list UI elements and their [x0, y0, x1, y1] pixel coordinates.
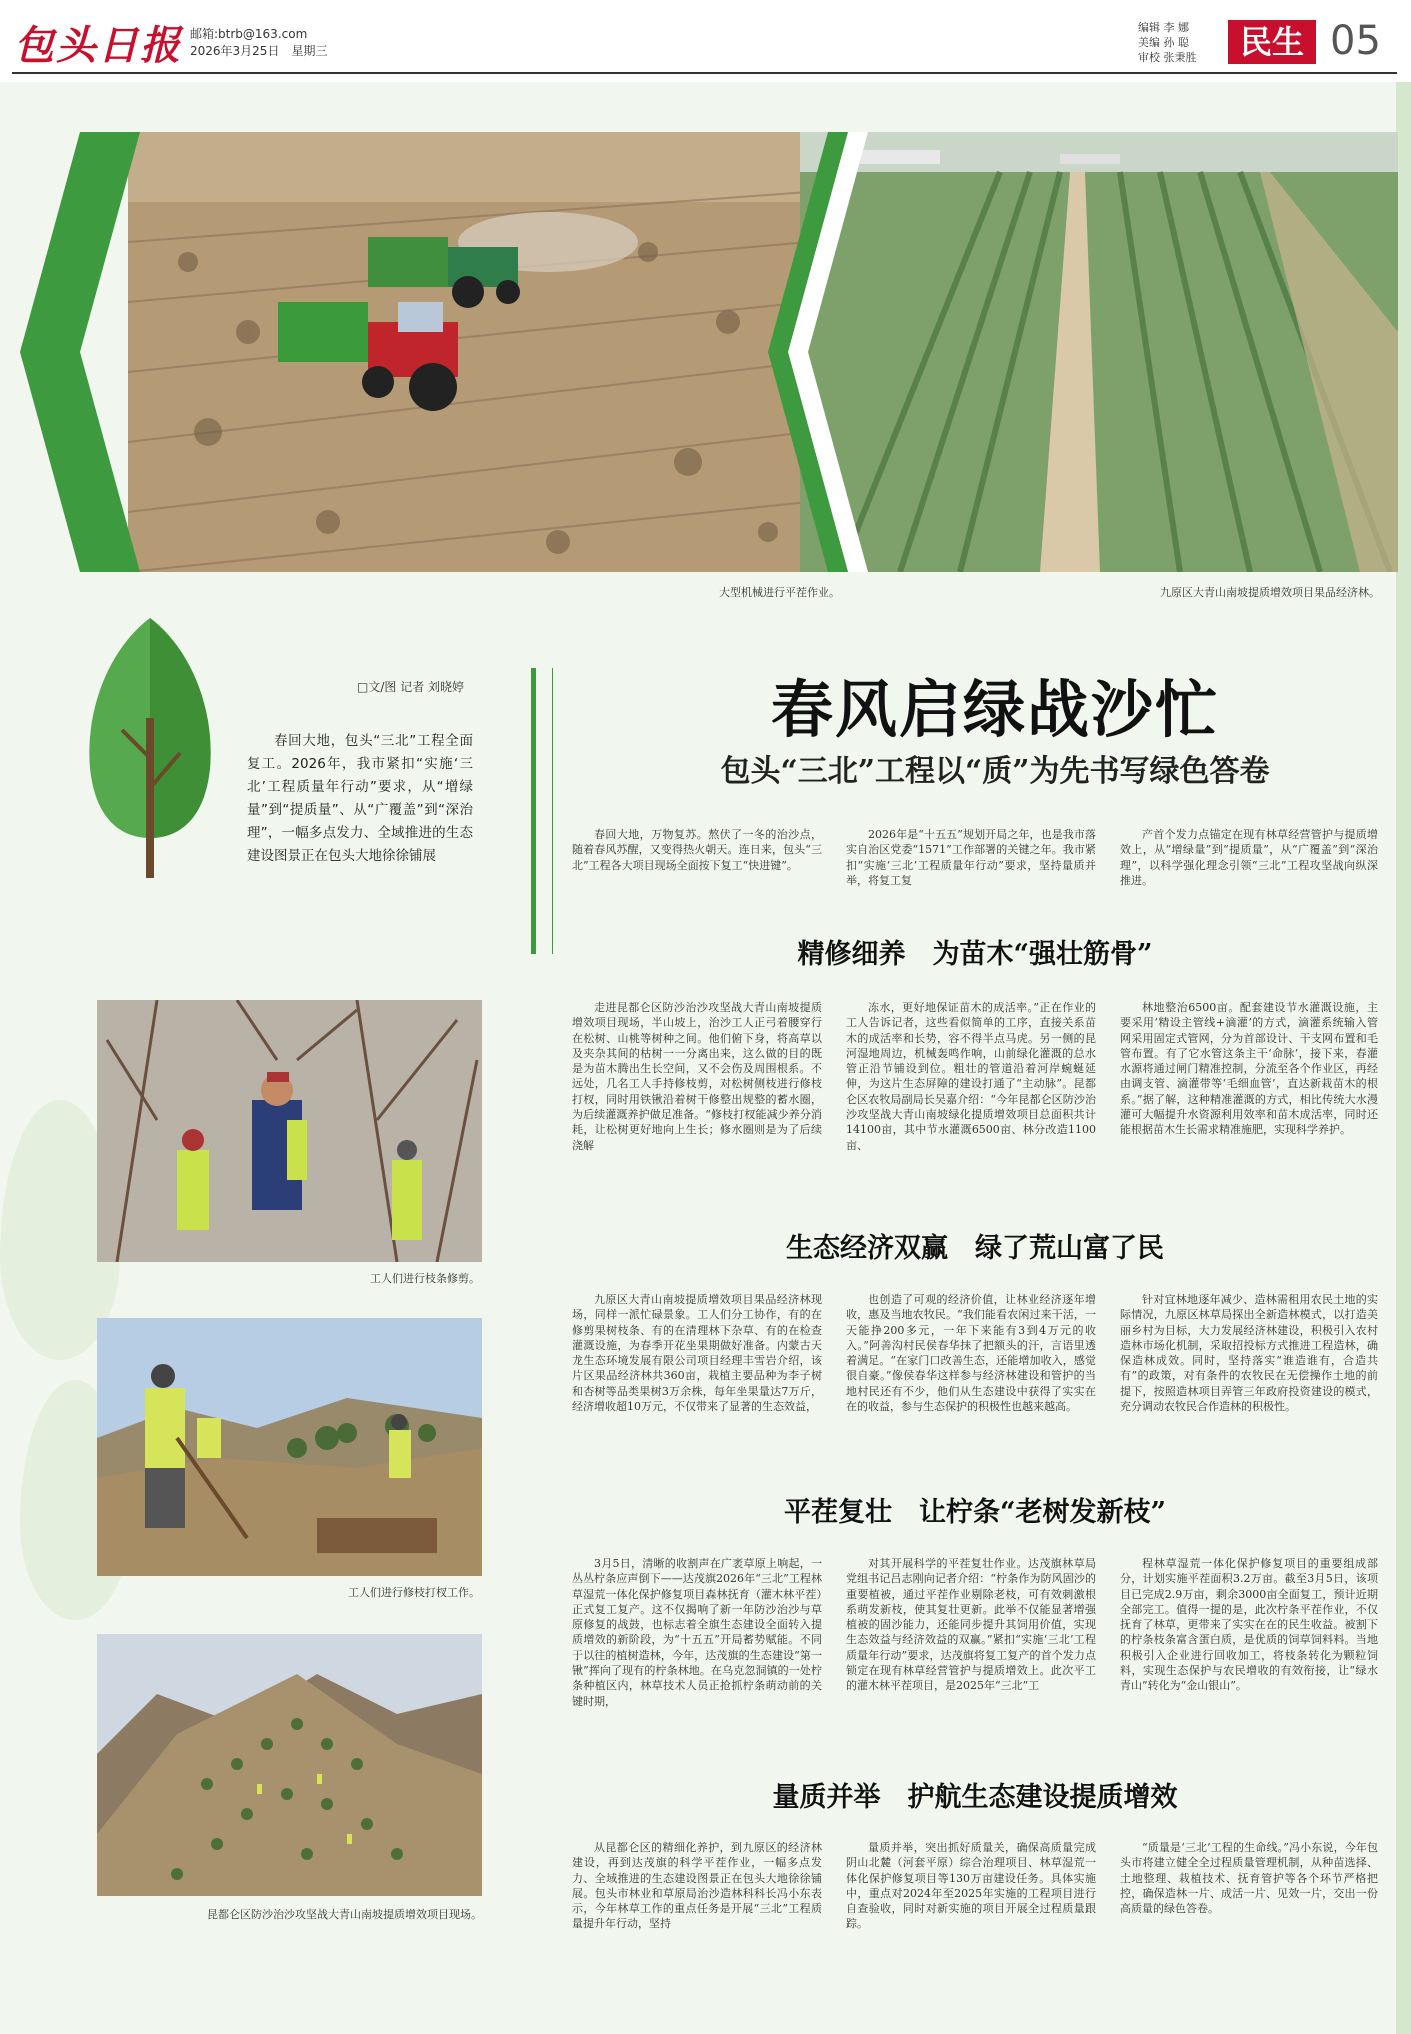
lead-paragraph: 春回大地，包头“三北”工程全面复工。2026年，我市紧扣“实施‘三北’工程质量年行动”要求，从“增绿量”到“提质量”、从“广覆盖”到“深治理”，一幅多点发力、全域推进的生态建设图景正在包头大地徐徐铺展 [247, 733, 473, 864]
section-heading-4: 量质并举 护航生态建设提质增效 [772, 1782, 1178, 1813]
designer-name: 美编 孙 聪 [1138, 36, 1189, 49]
section-2-column-2: 也创造了可观的经济价值，让林业经济逐年增收，惠及当地农牧民。“我们能看农闲过来干活，一天能挣200多元，一年下来能有3到4万元的收入。”阿善沟村民侯春华抹了把额头的汗，言语里透着满足。“在家门口改善生态，还能增加收入，感觉很自豪。”像侯春华这样参与经济林建设和管护的当地村民还有不少，他们从生态建设中获得了实实在在的收益，参与生态保护的积极性也越来越高。 [846, 1293, 1096, 1414]
right-margin-bar [1396, 82, 1411, 2034]
page-number: 05 [1330, 18, 1381, 64]
section-4-column-2: 量质并举，突出抓好质量关，确保高质量完成阴山北麓（河套平原）综合治理项目、林草湿荒一体化保护修复项目等130万亩建设任务。具体实施中，重点对2024年至2025年实施的工程项目进行自查验收，同时对新实施的项目开展全过程质量跟踪。 [846, 1841, 1096, 1931]
editor-name: 编辑 李 娜 [1138, 21, 1189, 34]
headline-thin-rule [552, 668, 553, 954]
section-3-column-2: 对其开展科学的平茬复壮作业。达茂旗林草局党组书记吕志刚向记者介绍：“柠条作为防风固沙的重要植被，通过平茬作业剔除老枝，可有效刺激根系萌发新枝，使其复壮更新。此举不仅能显著增强植被的固沙能力，还能同步提升其饲用价值，实现生态效益与经济效益的双赢。”紧扣“实施‘三北’工程质量年行动”要求，达茂旗将复工复产的首个发力点锁定在现有林草经营管护与提质增效上。此次平工的灌木林平茬项目，是2025年“三北”工 [846, 1557, 1096, 1693]
editor-credits [1138, 20, 1197, 65]
left-chevron-decoration [20, 132, 140, 572]
section-1-column-1: 走进昆都仑区防沙治沙攻坚战大青山南坡提质增效项目现场，半山坡上，治沙工人正弓着腰穿行在松树、山桃等树种之间。他们俯下身，将高草以及夹杂其间的枯树一一分离出来，这么做的目的既是为苗木腾出生长空间，又不会伤及周围根系。不远处，几名工人手持修枝剪，对松树侧枝进行修枝打杈，同时用铁锹沿着树干修整出规整的蓄水圈，为后续灌溉养护做足准备。“修枝打杈能减少养分消耗，让松树更好地向上生长；修水圈则是为了后续浇解 [572, 1001, 822, 1152]
trimming-photo-caption: 工人们进行修枝打杈工作。 [348, 1586, 480, 1599]
proofreader-name: 审校 张秉胜 [1138, 51, 1197, 64]
hillside-photo-caption: 昆都仑区防沙治沙攻坚战大青山南坡提质增效项目现场。 [207, 1908, 482, 1921]
center-chevron-decoration [768, 132, 868, 572]
section-heading-3: 平茬复壮 让柠条“老树发新枝” [783, 1497, 1167, 1528]
section-4-column-1: 从昆都仑区的精细化养护，到九原区的经济林建设，再到达茂旗的科学平茬作业，一幅多点发力、全域推进的生态建设图景正在包头大地徐徐铺展。包头市林业和草原局治沙造林科科长冯小东表示，今年林草工作的重点任务是开展“三北”工程质量提升年行动，坚持 [572, 1841, 822, 1931]
section-1-column-2: 冻水，更好地保证苗木的成活率。”正在作业的工人告诉记者，这些看似简单的工序，直接关系苗木的成活率和长势，容不得半点马虎。另一侧的昆河湿地周边，机械轰鸣作响，山前绿化灌溉的总水管正沿节铺设到位。粗壮的管道沿着河岸蜿蜒延伸，为这片生态屏障的建设打通了“主动脉”。昆都仑区农牧局副局长吴嘉介绍：“今年昆都仑区防沙治沙攻坚战大青山南坡绿化提质增效项目总面积共计14100亩，其中节水灌溉6500亩、林分改造1100亩、 [846, 1001, 1096, 1152]
masthead-email: 邮箱:btrb@163.com [190, 27, 308, 41]
hillside-photo [97, 1634, 482, 1896]
trimming-photo [97, 1318, 482, 1576]
masthead-date: 2026年3月25日 星期三 [190, 44, 328, 58]
section-heading-1: 精修细养 为苗木“强壮筋骨” [797, 939, 1153, 970]
pruning-photo [97, 1000, 482, 1262]
section-3-column-1: 3月5日，清晰的收割声在广袤草原上响起，一丛丛柠条应声倒下——达茂旗2026年“三北”工程林草湿荒一体化保护修复项目森林抚育（灌木林平茬）正式复工复产。这不仅揭响了新一年防沙治沙与草原修复的战鼓，也标志着全旗生态建设全面转入提质增效的新阶段，为“十五五”开局蓄势赋能。不同于以往的植树造林，今年，达茂旗的生态建设“第一锹”挥向了现有的柠条林地。在乌克忽洞镇的一处柠条种植区内，林草技术人员正抢抓柠条萌动前的关键时期， [572, 1557, 822, 1708]
orchard-aerial-photo [800, 132, 1398, 572]
tractor-photo-caption: 大型机械进行平茬作业。 [719, 586, 840, 599]
masthead [0, 0, 1411, 78]
section-1-column-3: 林地整治6500亩。配套建设节水灌溉设施，主要采用‘精设主管线+滴灌’的方式，滴灌系统输入管网采用固定式管网，分为首部设计、干支网布置和毛管布置。有了它水管这条主干‘命脉’，接下来，春灌水源将通过闸门精准控制，分流至各个作业区，再经由调支管、滴灌带等‘毛细血管’，直达新栽苗木的根系。”据了解，这种精准灌溉的方式，相比传统大水漫灌可大幅提升水资源利用效率和苗木成活率，同时还能根据苗木生长需求精准施肥，实现科学养护。 [1120, 1001, 1378, 1137]
tractor-harvest-photo [128, 132, 808, 572]
article-subheadline: 包头“三北”工程以“质”为先书写绿色答卷 [720, 754, 1270, 789]
article-headline: 春风启绿战沙忙 [770, 673, 1219, 746]
section-2-column-1: 九原区大青山南坡提质增效项目果品经济林现场，同样一派忙碌景象。工人们分工协作，有的在修剪果树枝条、有的在清理林下杂草、有的在检查灌溉设施，为春季开花坐果期做好准备。内蒙古天龙生态环境发展有限公司项目经理丰雪岩介绍，该片区果品经济林共360亩，栽植主要品种为李子树和杏树等品类果树3万余株，每年坐果量达7万斤，经济增收超10万元，不仅带来了显著的生态效益， [572, 1293, 822, 1414]
section-3-column-3: 程林草湿荒一体化保护修复项目的重要组成部分，计划实施平茬面积3.2万亩。截至3月5日，该项目已完成2.9万亩，剩余3000亩全面复工，预计近期全部完工。值得一提的是，此次柠条平茬作业，不仅抚育了林草，更带来了实实在在的民生收益。被割下的柠条枝条富含蛋白质，是优质的饲草饲料料。当地积极引入企业进行回收加工，将枝条转化为颗粒饲料，实现生态保护与农民增收的有效衔接，让“绿水青山”转化为“金山银山”。 [1120, 1557, 1378, 1693]
pruning-photo-caption: 工人们进行枝条修剪。 [370, 1272, 480, 1285]
masthead-meta [190, 26, 327, 60]
masthead-rule [12, 72, 1397, 74]
section-tag: 民生 [1228, 20, 1316, 64]
article-byline: □文/图 记者 刘晓婷 [357, 680, 465, 694]
headline-rule [531, 668, 536, 954]
section-heading-2: 生态经济双赢 绿了荒山富了民 [786, 1233, 1164, 1264]
intro-column-3: 产首个发力点锚定在现有林草经营管护与提质增效上，从“增绿量”到“提质量”，从“广覆盖”到“深治理”，以科学强化理念引领“三北”工程攻坚战向纵深推进。 [1120, 828, 1378, 887]
section-4-column-3: “质量是‘三北’工程的生命线。”冯小东说，今年包头市将建立健全全过程质量管理机制，从种苗选择、土地整理、栽植技术、抚育管护等各个环节严格把控，确保造林一片、成活一片、见效一片，交出一份高质量的绿色答卷。 [1120, 1841, 1378, 1916]
intro-column-1: 春回大地，万物复苏。熬伏了一冬的治沙点，随着春风苏醒，又变得热火朝天。连日来，包头“三北”工程各大项目现场全面按下复工“快进键”。 [572, 828, 822, 872]
intro-column-2: 2026年是“十五五”规划开局之年，也是我市落实自治区党委“1571”工作部署的关键之年。我市紧扣“实施‘三北’工程质量年行动”要求，坚持量质并举，将复工复 [846, 828, 1096, 887]
tree-decoration [80, 618, 220, 878]
newspaper-logo: 包头日报 [14, 22, 182, 69]
section-2-column-3: 针对宜林地逐年减少、造林需租用农民土地的实际情况，九原区林草局探出全新造林模式，以打造美丽乡村为目标，大力发展经济林建设，积极引入农村造林市场化机制，采取招投标方式推进工程造林，确保造林成效。同时，坚持落实“谁造谁有，合造共有”的政策，对有条件的农牧民在无偿操作土地的前提下，按照造林项目弄管三年政府投资建设的模式，充分调动农牧民合作造林的积极性。 [1120, 1293, 1378, 1414]
orchard-photo-caption: 九原区大青山南坡提质增效项目果品经济林。 [1160, 586, 1380, 599]
